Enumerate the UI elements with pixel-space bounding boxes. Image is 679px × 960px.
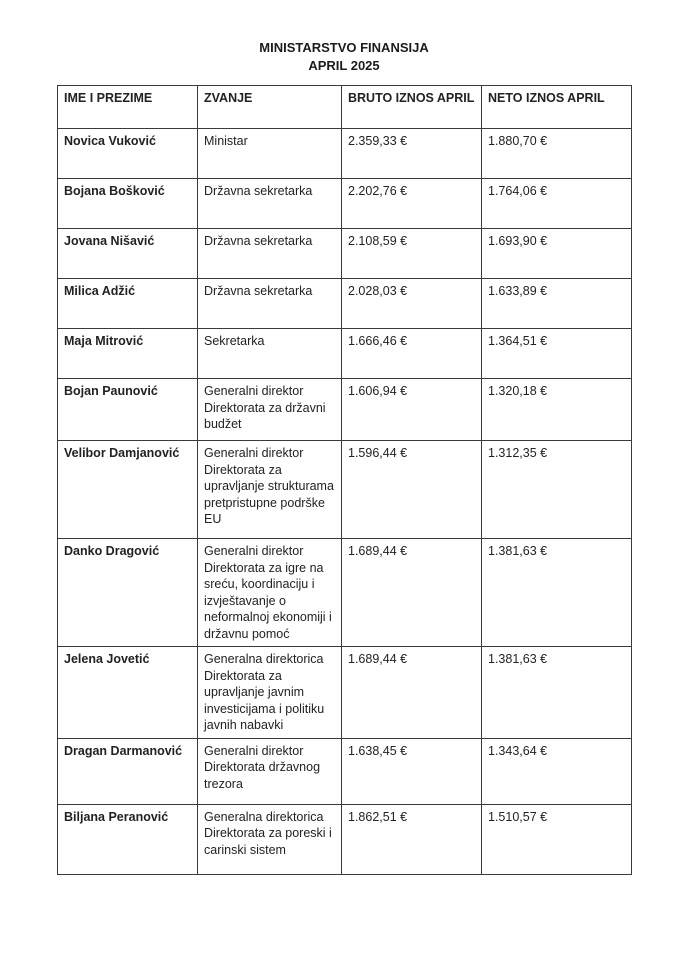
job-title-cell: Ministar bbox=[198, 129, 342, 179]
gross-amount-cell: 1.689,44 € bbox=[342, 647, 482, 739]
job-title-cell: Državna sekretarka bbox=[198, 229, 342, 279]
employee-name-cell: Jelena Jovetić bbox=[58, 647, 198, 739]
header-gross: BRUTO IZNOS APRIL bbox=[342, 86, 482, 129]
employee-name-cell: Dragan Darmanović bbox=[58, 738, 198, 804]
employee-name-cell: Novica Vuković bbox=[58, 129, 198, 179]
table-row bbox=[58, 329, 632, 379]
table-row bbox=[58, 229, 632, 279]
job-title-cell: Generalni direktor Direktorata za upravljanje strukturama pretpristupne podrške EU bbox=[198, 441, 342, 539]
salary-table bbox=[57, 85, 632, 875]
table-header-row bbox=[58, 86, 632, 129]
net-amount-cell: 1.320,18 € bbox=[482, 379, 632, 441]
table-row bbox=[58, 441, 632, 539]
employee-name-cell: Biljana Peranović bbox=[58, 804, 198, 874]
employee-name-cell: Danko Dragović bbox=[58, 539, 198, 647]
gross-amount-cell: 2.108,59 € bbox=[342, 229, 482, 279]
employee-name-cell: Bojana Bošković bbox=[58, 179, 198, 229]
net-amount-cell: 1.693,90 € bbox=[482, 229, 632, 279]
table-row bbox=[58, 129, 632, 179]
table-row bbox=[58, 379, 632, 441]
employee-name-cell: Milica Adžić bbox=[58, 279, 198, 329]
net-amount-cell: 1.312,35 € bbox=[482, 441, 632, 539]
gross-amount-cell: 1.606,94 € bbox=[342, 379, 482, 441]
job-title-cell: Generalna direktorica Direktorata za upravljanje javnim investicijama i politiku javnih nabavki bbox=[198, 647, 342, 739]
gross-amount-cell: 2.359,33 € bbox=[342, 129, 482, 179]
job-title-cell: Generalna direktorica Direktorata za poreski i carinski sistem bbox=[198, 804, 342, 874]
job-title-cell: Sekretarka bbox=[198, 329, 342, 379]
document-title-line2: APRIL 2025 bbox=[308, 58, 380, 73]
document-title-line1: MINISTARSTVO FINANSIJA bbox=[259, 40, 429, 55]
table-row bbox=[58, 647, 632, 739]
employee-name-cell: Jovana Nišavić bbox=[58, 229, 198, 279]
net-amount-cell: 1.381,63 € bbox=[482, 539, 632, 647]
header-net: NETO IZNOS APRIL bbox=[482, 86, 632, 129]
gross-amount-cell: 2.028,03 € bbox=[342, 279, 482, 329]
net-amount-cell: 1.364,51 € bbox=[482, 329, 632, 379]
header-title: ZVANJE bbox=[198, 86, 342, 129]
net-amount-cell: 1.343,64 € bbox=[482, 738, 632, 804]
net-amount-cell: 1.633,89 € bbox=[482, 279, 632, 329]
employee-name-cell: Maja Mitrović bbox=[58, 329, 198, 379]
table-row bbox=[58, 804, 632, 874]
employee-name-cell: Velibor Damjanović bbox=[58, 441, 198, 539]
document-title bbox=[57, 39, 631, 75]
gross-amount-cell: 1.596,44 € bbox=[342, 441, 482, 539]
gross-amount-cell: 1.666,46 € bbox=[342, 329, 482, 379]
job-title-cell: Državna sekretarka bbox=[198, 279, 342, 329]
net-amount-cell: 1.764,06 € bbox=[482, 179, 632, 229]
gross-amount-cell: 1.689,44 € bbox=[342, 539, 482, 647]
job-title-cell: Generalni direktor Direktorata za državni budžet bbox=[198, 379, 342, 441]
job-title-cell: Generalni direktor Direktorata državnog trezora bbox=[198, 738, 342, 804]
table-row bbox=[58, 738, 632, 804]
net-amount-cell: 1.880,70 € bbox=[482, 129, 632, 179]
table-row bbox=[58, 539, 632, 647]
job-title-cell: Državna sekretarka bbox=[198, 179, 342, 229]
table-row bbox=[58, 279, 632, 329]
employee-name-cell: Bojan Paunović bbox=[58, 379, 198, 441]
gross-amount-cell: 2.202,76 € bbox=[342, 179, 482, 229]
gross-amount-cell: 1.862,51 € bbox=[342, 804, 482, 874]
net-amount-cell: 1.381,63 € bbox=[482, 647, 632, 739]
table-row bbox=[58, 179, 632, 229]
net-amount-cell: 1.510,57 € bbox=[482, 804, 632, 874]
job-title-cell: Generalni direktor Direktorata za igre na sreću, koordinaciju i izvještavanje o neformalnoj ekonomiji i državnu pomoć bbox=[198, 539, 342, 647]
header-name: IME I PREZIME bbox=[58, 86, 198, 129]
gross-amount-cell: 1.638,45 € bbox=[342, 738, 482, 804]
